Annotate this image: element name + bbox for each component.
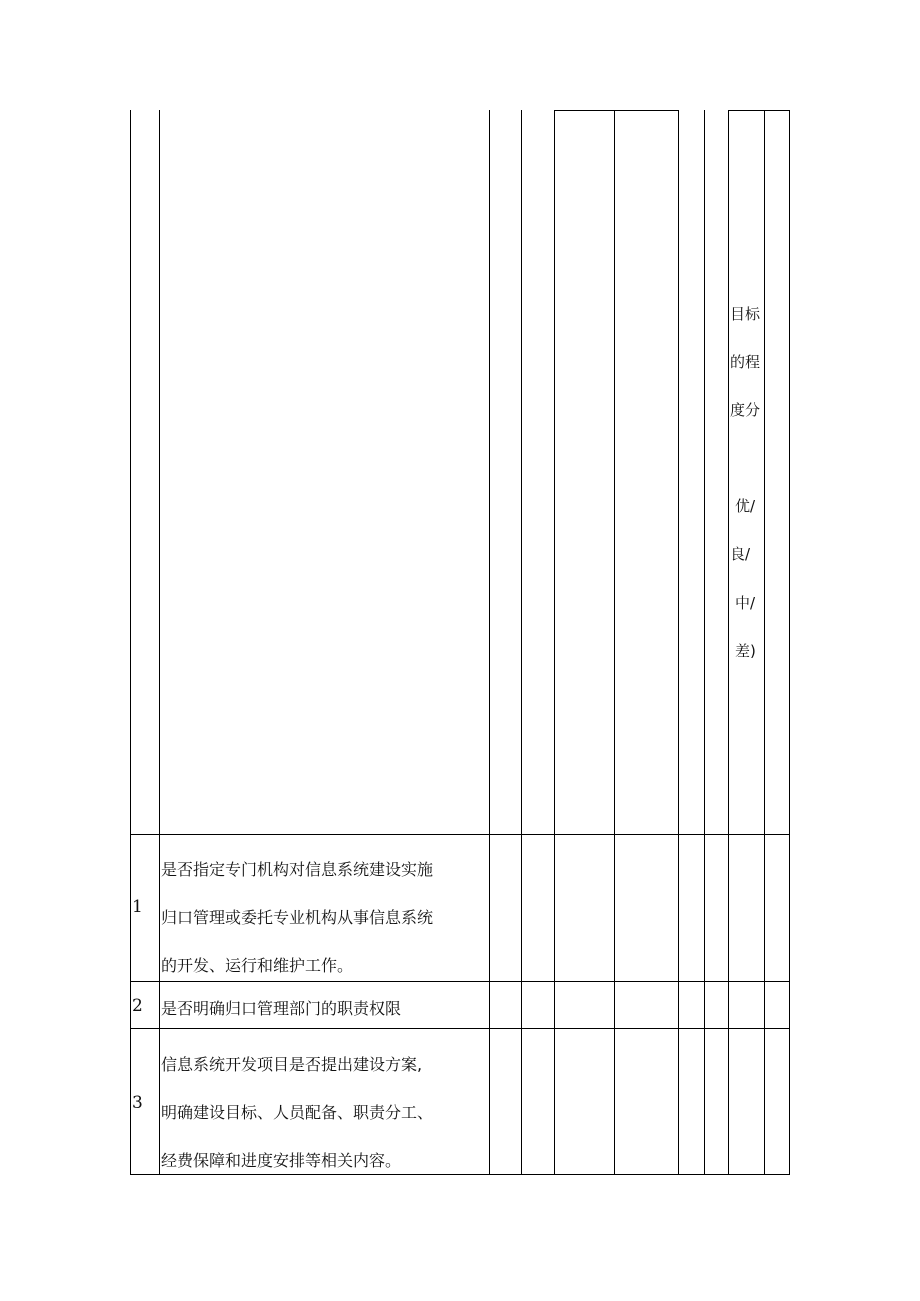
grid-vline — [489, 110, 490, 1175]
grid-vline — [678, 110, 679, 1175]
row-text-line: 的开发、运行和维护工作。 — [161, 956, 354, 975]
grid-hline — [728, 110, 790, 111]
row-text-line: 经费保障和进度安排等相关内容。 — [161, 1151, 402, 1170]
header-label-line: 良/ — [730, 545, 751, 563]
row-text-line: 是否明确归口管理部门的职责权限 — [161, 999, 402, 1018]
grid-vline — [614, 110, 615, 1175]
header-label-line: 目标 — [730, 305, 761, 323]
grid-hline — [130, 1174, 790, 1175]
header-label-line: 中/ — [735, 594, 756, 612]
grid-hline — [130, 1028, 790, 1029]
header-label-line: 差) — [735, 642, 756, 660]
row-index: 3 — [132, 1093, 143, 1113]
grid-hline — [554, 110, 679, 111]
header-label-line: 的程 — [730, 353, 761, 371]
row-index: 1 — [132, 897, 143, 917]
header-label-line: 度分 — [730, 401, 761, 419]
grid-vline — [554, 110, 555, 1175]
grid-hline — [130, 834, 790, 835]
grid-vline — [704, 110, 705, 1175]
row-text-line: 是否指定专门机构对信息系统建设实施 — [161, 860, 434, 879]
header-label-line: 优/ — [735, 497, 756, 515]
grid-vline — [764, 110, 765, 1175]
grid-vline — [789, 110, 790, 1175]
row-text-line: 信息系统开发项目是否提出建设方案, — [161, 1055, 423, 1074]
grid-vline — [728, 110, 729, 1175]
grid-vline — [130, 110, 131, 1175]
row-index: 2 — [132, 996, 143, 1016]
row-text-line: 归口管理或委托专业机构从事信息系统 — [161, 908, 434, 927]
grid-vline — [521, 110, 522, 1175]
grid-hline — [130, 981, 790, 982]
row-text-line: 明确建设目标、人员配备、职责分工、 — [161, 1103, 434, 1122]
grid-vline — [159, 110, 160, 1175]
